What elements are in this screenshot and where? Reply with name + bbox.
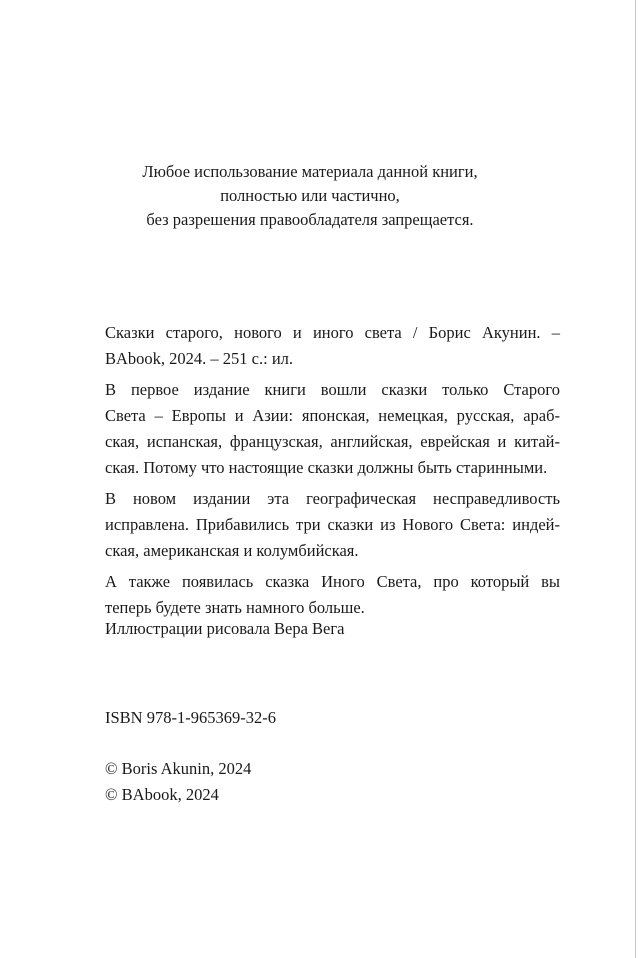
illustrator-credit: Иллюстрации рисовала Вера Вега (105, 619, 345, 638)
annotation-line: Сказки старого, нового и иного света / Борис Акунин. – (105, 323, 560, 342)
copyright-lines (105, 756, 251, 808)
copyright-notice (60, 160, 560, 232)
book-annotation (105, 320, 560, 626)
annotation-line: ская. Потому что настоящие сказки должны быть старинными. (105, 458, 548, 477)
page-edge-line (635, 0, 636, 958)
annotation-line: Света – Европы и Азии: японская, немецкая, русская, араб- (105, 406, 560, 425)
annotation-line: BAbook, 2024. – 251 с.: ил. (105, 349, 294, 368)
notice-line: без разрешения правообладателя запрещается. (146, 210, 474, 229)
annotation-paragraph (105, 569, 560, 621)
annotation-line: ская, американская и колумбийская. (105, 541, 359, 560)
annotation-line: исправлена. Прибавились три сказки из Нового Света: индей- (105, 515, 560, 534)
copyright-line: © BAbook, 2024 (105, 785, 219, 804)
annotation-line: В новом издании эта географическая несправедливость (105, 489, 560, 508)
annotation-line: В первое издание книги вошли сказки только Старого (105, 380, 560, 399)
annotation-paragraph (105, 377, 560, 481)
annotation-line: теперь будете знать намного больше. (105, 598, 365, 617)
copyright-line: © Boris Akunin, 2024 (105, 759, 252, 778)
bibliographic-record (105, 320, 560, 372)
notice-line: полностью или частично, (220, 186, 400, 205)
annotation-line: А также появилась сказка Иного Света, про который вы (105, 572, 560, 591)
notice-line: Любое использование материала данной книги, (142, 162, 478, 181)
isbn-number: ISBN 978-1-965369-32-6 (105, 708, 276, 727)
annotation-line: ская, испанская, французская, английская, еврейская и китай- (105, 432, 560, 451)
annotation-paragraph (105, 486, 560, 564)
